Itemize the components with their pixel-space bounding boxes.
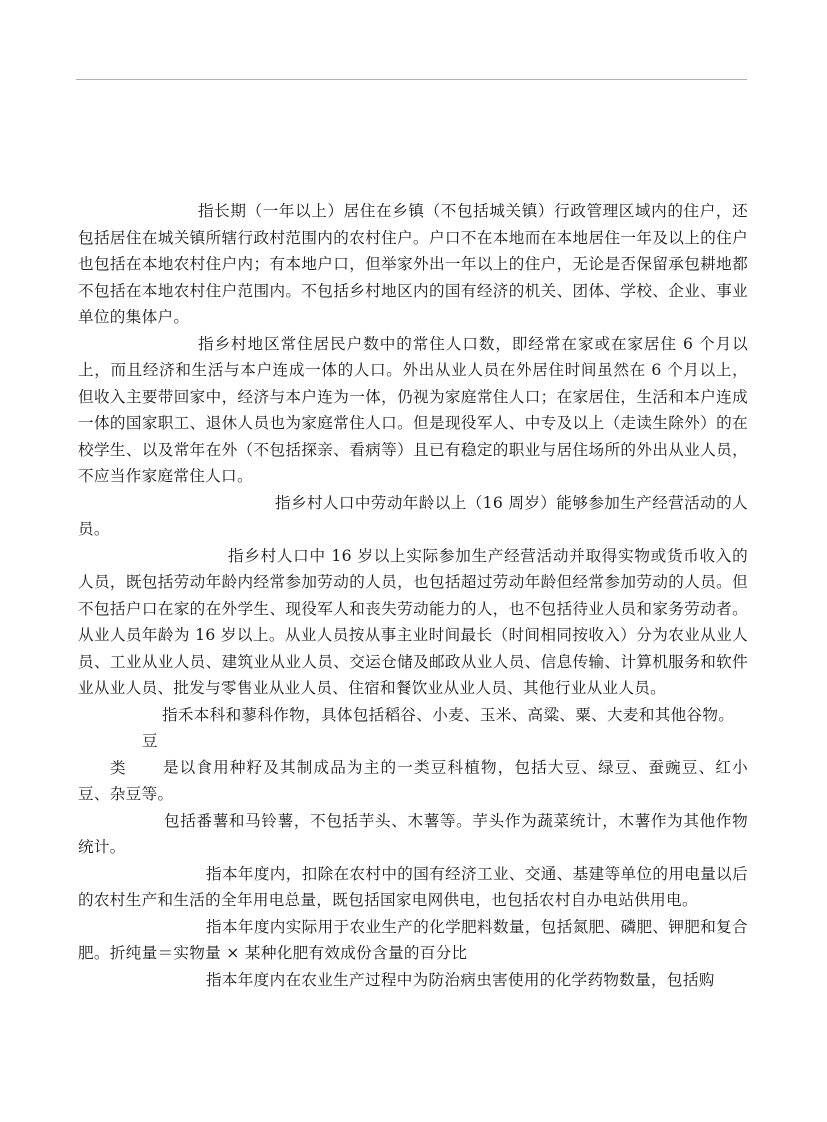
- document-body: [78, 198, 748, 993]
- term-beans: 豆类: [110, 732, 158, 777]
- paragraph-tubers: 包括番薯和马铃薯，不包括芋头、木薯等。芋头作为蔬菜统计，木薯作为其他作物统计。: [78, 811, 748, 856]
- paragraph-rural-electricity: 指本年度内，扣除在农村中的国有经济工业、交通、基建等单位的用电量以后的农村生产和生活的全年用电总量，既包括国家电网供电，也包括农村自办电站供用电。: [78, 864, 748, 909]
- header-rule: [76, 79, 747, 80]
- paragraph-pesticide: 指本年度内在农业生产过程中为防治病虫害使用的化学药物数量，包括购: [206, 970, 715, 989]
- paragraph-cereals: 指禾本科和蓼科作物，具体包括稻谷、小麦、玉米、高粱、粟、大麦和其他谷物。: [162, 705, 735, 724]
- paragraph-rural-households: 指长期（一年以上）居住在乡镇（不包括城关镇）行政管理区域内的住户，还包括居住在城关镇所辖行政村范围内的农村住户。户口不在本地而在本地居住一年及以上的住户也包括在本地农村住户内；有本地户口，但举家外出一年以上的住户，无论是否保留承包耕地都不包括在本地农村住户范围内。不包括乡村地区内的国有经济的机关、团体、学校、企业、事业单位的集体户。: [78, 202, 748, 326]
- paragraph-beans: 豆类 是以食用种籽及其制成品为主的一类豆科植物，包括大豆、绿豆、蚕豌豆、红小豆、杂豆等。: [78, 728, 748, 808]
- paragraph-employed-persons: 指乡村人口中 16 岁以上实际参加生产经营活动并取得实物或货币收入的人员，既包括劳动年龄内经常参加劳动的人员，也包括超过劳动年龄但经常参加劳动的人员。但不包括户口在家的在外学生、现役军人和丧失劳动能力的人，也不包括待业人员和家务劳动者。从业人员年龄为 16 岁以上。从业人员按从事主业时间最长（时间相同按收入）分为农业从业人员、工业从业人员、建筑业从业人员、交运仓储及邮政从业人员、信息传输、计算机服务和软件业从业人员、批发与零售业从业人员、住宿和餐饮业从业人员、其他行业从业人员。: [78, 546, 748, 697]
- paragraph-labor-force: 指乡村人口中劳动年龄以上（16 周岁）能够参加生产经营活动的人员。: [78, 493, 748, 538]
- paragraph-fertilizer: 指本年度内实际用于农业生产的化学肥料数量，包括氮肥、磷肥、钾肥和复合肥。折纯量＝实物量 × 某种化肥有效成份含量的百分比: [78, 917, 748, 962]
- paragraph-resident-population: 指乡村地区常住居民户数中的常住人口数，即经常在家或在家居住 6 个月以上，而且经济和生活与本户连成一体的人口。外出从业人员在外居住时间虽然在 6 个月以上，但收入主要带回家中，经济与本户连为一体，仍视为家庭常住人口；在家居住，生活和本户连成一体的国家职工、退休人员也为家庭常住人口。但是现役军人、中专及以上（走读生除外）的在校学生、以及常年在外（不包括探亲、看病等）且已有稳定的职业与居住场所的外出从业人员，不应当作家庭常住人口。: [78, 334, 748, 485]
